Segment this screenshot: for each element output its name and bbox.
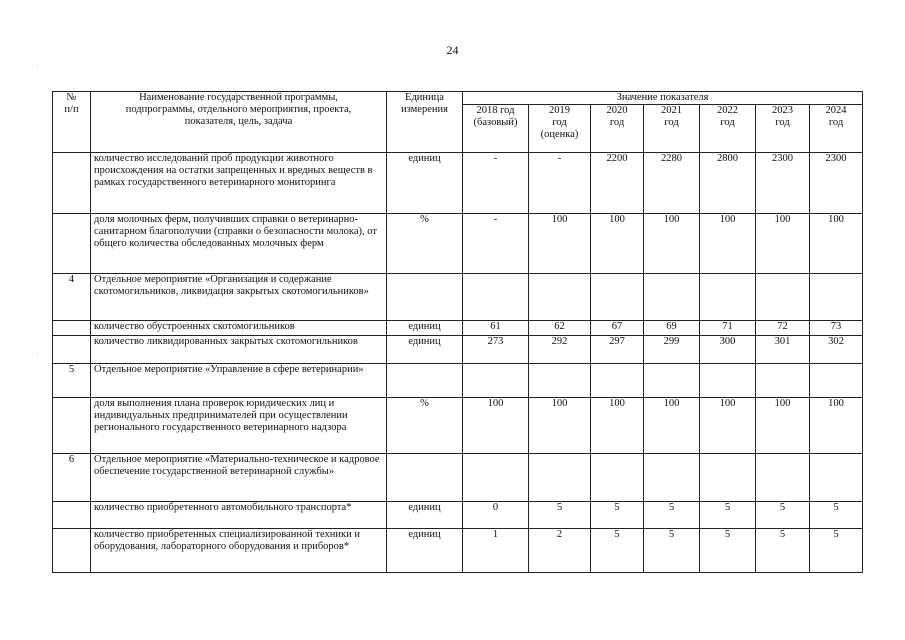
- table-row: [53, 454, 863, 502]
- row-value: 302: [810, 336, 863, 364]
- row-value: 100: [756, 398, 810, 454]
- row-value: [700, 454, 756, 502]
- row-value: [529, 274, 591, 321]
- row-value: 299: [644, 336, 700, 364]
- row-value: 297: [591, 336, 644, 364]
- row-value: 61: [463, 321, 529, 336]
- row-value: -: [529, 153, 591, 214]
- row-value: [644, 454, 700, 502]
- row-value: 5: [810, 529, 863, 573]
- row-value: [810, 454, 863, 502]
- row-name: Отдельное мероприятие «Организация и содержание скотомогильников, ликвидация закрытых скотомогильников»: [91, 274, 387, 321]
- row-unit: единиц: [387, 529, 463, 573]
- row-value: [756, 364, 810, 398]
- row-number: [53, 336, 91, 364]
- row-number: 4: [53, 274, 91, 321]
- row-value: 62: [529, 321, 591, 336]
- row-name: Отдельное мероприятие «Управление в сфере ветеринарии»: [91, 364, 387, 398]
- scan-mark: ˈ: [36, 64, 39, 74]
- indicators-table: [52, 91, 863, 573]
- row-value: 100: [810, 398, 863, 454]
- table-row: [53, 502, 863, 529]
- row-value: [810, 364, 863, 398]
- row-number: [53, 502, 91, 529]
- row-value: [529, 454, 591, 502]
- header-year: 2018 год (базовый): [463, 105, 529, 153]
- row-value: 67: [591, 321, 644, 336]
- table-row: [53, 274, 863, 321]
- row-number: [53, 529, 91, 573]
- row-value: 100: [463, 398, 529, 454]
- row-value: 5: [756, 529, 810, 573]
- row-number: 6: [53, 454, 91, 502]
- row-unit: [387, 454, 463, 502]
- row-value: [810, 274, 863, 321]
- row-value: 5: [756, 502, 810, 529]
- table-body: [53, 153, 863, 573]
- header-year: 2019 год (оценка): [529, 105, 591, 153]
- row-value: [591, 454, 644, 502]
- row-number: [53, 214, 91, 274]
- row-value: 5: [644, 502, 700, 529]
- header-no: № п/п: [53, 92, 91, 153]
- row-value: 301: [756, 336, 810, 364]
- row-value: 100: [700, 398, 756, 454]
- row-value: 100: [591, 214, 644, 274]
- row-value: 100: [644, 214, 700, 274]
- row-value: [529, 364, 591, 398]
- row-value: 5: [700, 529, 756, 573]
- row-value: 73: [810, 321, 863, 336]
- row-number: 5: [53, 364, 91, 398]
- row-value: [463, 274, 529, 321]
- row-unit: единиц: [387, 336, 463, 364]
- row-unit: единиц: [387, 153, 463, 214]
- row-value: [644, 274, 700, 321]
- row-value: 71: [700, 321, 756, 336]
- header-year: 2022 год: [700, 105, 756, 153]
- row-value: 300: [700, 336, 756, 364]
- row-value: [756, 454, 810, 502]
- header-year: 2021 год: [644, 105, 700, 153]
- row-value: 2: [529, 529, 591, 573]
- table-row: [53, 214, 863, 274]
- row-name: количество исследований проб продукции животного происхождения на остатки запрещенных и вредных веществ в рамках государственного ветеринарного мониторинга: [91, 153, 387, 214]
- row-value: 100: [756, 214, 810, 274]
- row-name: доля выполнения плана проверок юридических лиц и индивидуальных предпринимателей при осуществлении регионального государственного ветеринарного надзора: [91, 398, 387, 454]
- row-value: 0: [463, 502, 529, 529]
- row-value: [700, 274, 756, 321]
- row-name: количество приобретенного автомобильного транспорта*: [91, 502, 387, 529]
- table-row: [53, 336, 863, 364]
- row-value: 5: [644, 529, 700, 573]
- row-number: [53, 153, 91, 214]
- row-value: 273: [463, 336, 529, 364]
- header-name: Наименование государственной программы, подпрограммы, отдельного мероприятия, проекта, показателя, цель, задача: [91, 92, 387, 153]
- row-value: [700, 364, 756, 398]
- row-value: 100: [529, 398, 591, 454]
- row-unit: единиц: [387, 321, 463, 336]
- row-name: количество ликвидированных закрытых скотомогильников: [91, 336, 387, 364]
- row-value: 100: [591, 398, 644, 454]
- row-value: [591, 364, 644, 398]
- row-name: количество обустроенных скотомогильников: [91, 321, 387, 336]
- row-value: 69: [644, 321, 700, 336]
- row-unit: [387, 364, 463, 398]
- row-value: 5: [529, 502, 591, 529]
- row-value: 2300: [756, 153, 810, 214]
- row-value: 5: [810, 502, 863, 529]
- table-row: [53, 153, 863, 214]
- row-unit: единиц: [387, 502, 463, 529]
- row-value: [463, 454, 529, 502]
- row-number: [53, 398, 91, 454]
- row-value: [756, 274, 810, 321]
- row-value: 2800: [700, 153, 756, 214]
- row-value: 2300: [810, 153, 863, 214]
- row-number: [53, 321, 91, 336]
- row-unit: %: [387, 214, 463, 274]
- page-number: 24: [446, 43, 459, 57]
- row-value: 5: [591, 529, 644, 573]
- row-value: [463, 364, 529, 398]
- row-name: количество приобретенных специализированной техники и оборудования, лабораторного оборудования и приборов*: [91, 529, 387, 573]
- header-values: Значение показателя: [463, 92, 863, 105]
- row-value: 5: [700, 502, 756, 529]
- row-value: 2280: [644, 153, 700, 214]
- row-name: Отдельное мероприятие «Материально-техническое и кадровое обеспечение государственной ветеринарной службы»: [91, 454, 387, 502]
- row-value: 100: [700, 214, 756, 274]
- table-row: [53, 321, 863, 336]
- row-value: 72: [756, 321, 810, 336]
- row-unit: [387, 274, 463, 321]
- header-year: 2020 год: [591, 105, 644, 153]
- row-value: 100: [529, 214, 591, 274]
- table-header: [53, 92, 863, 153]
- row-name: доля молочных ферм, получивших справки о ветеринарно-санитарном благополучии (справки о безопасности молока), от общего количества обследованных молочных ферм: [91, 214, 387, 274]
- header-unit: Единица измерения: [387, 92, 463, 153]
- header-year: 2023 год: [756, 105, 810, 153]
- row-value: -: [463, 153, 529, 214]
- scan-mark: ˈ: [36, 352, 39, 362]
- row-value: 100: [810, 214, 863, 274]
- row-value: 1: [463, 529, 529, 573]
- row-value: 100: [644, 398, 700, 454]
- table-row: [53, 364, 863, 398]
- header-year: 2024 год: [810, 105, 863, 153]
- table-row: [53, 398, 863, 454]
- row-value: -: [463, 214, 529, 274]
- table-row: [53, 529, 863, 573]
- row-value: 5: [591, 502, 644, 529]
- row-value: 292: [529, 336, 591, 364]
- row-value: [644, 364, 700, 398]
- row-unit: %: [387, 398, 463, 454]
- row-value: 2200: [591, 153, 644, 214]
- row-value: [591, 274, 644, 321]
